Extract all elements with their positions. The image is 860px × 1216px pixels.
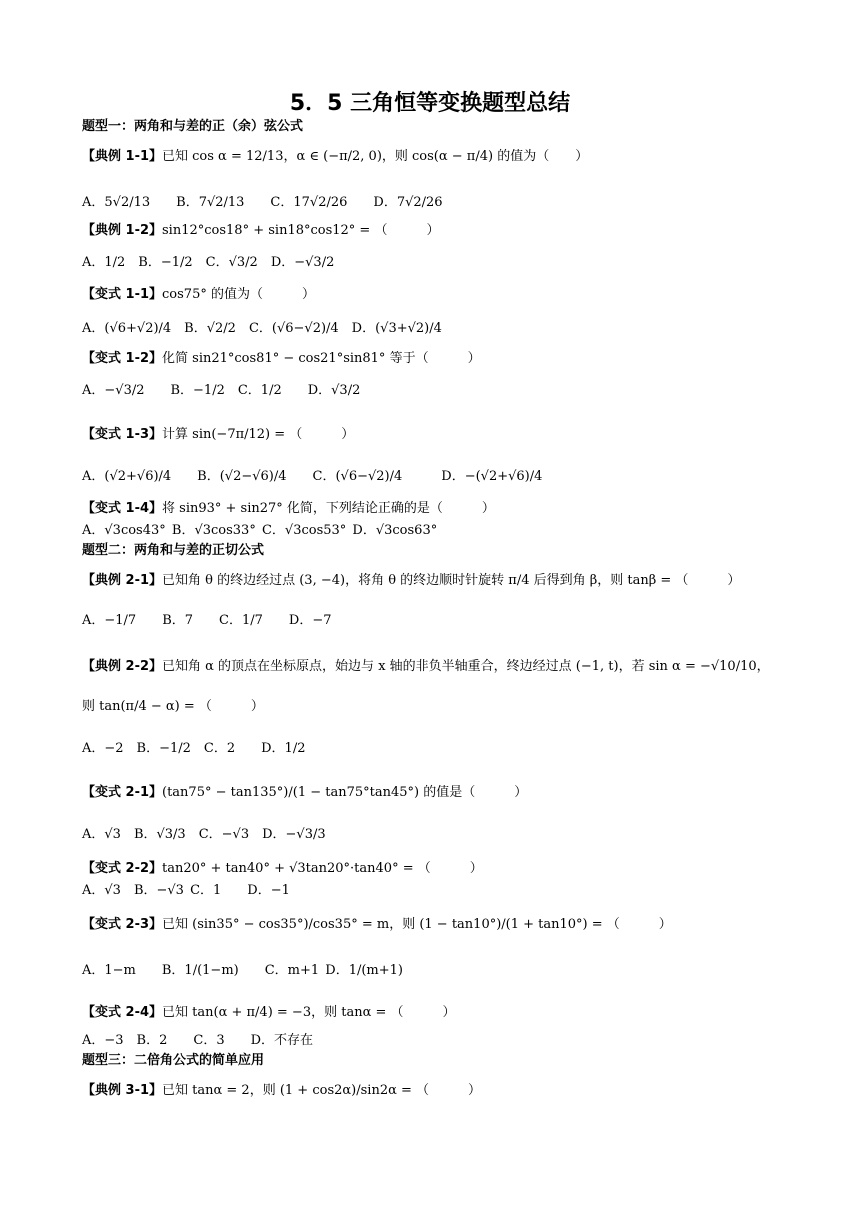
variant-2-4 [82,1004,456,1022]
question-2-1 [82,572,740,590]
question-tag: 【典例 2-2】 [82,659,163,674]
options-v1-2: A．−√3/2 B．−1/2 C．1/2 D．√3/2 [82,383,361,398]
section-heading-3: 题型三：二倍角公式的简单应用 [82,1053,265,1068]
options-v2-2: A．√3 B．−√3 C．1 D．−1 [82,883,290,898]
question-tag: 【典例 2-1】 [82,573,163,588]
variant-1-2 [82,350,481,368]
question-tag: 【典例 1-2】 [82,223,163,238]
question-text: sin12°cos18° + sin18°cos12° = （ ） [162,223,440,238]
question-tag: 【变式 2-2】 [82,861,163,876]
options-v1-3: A．(√2+√6)/4 B．(√2−√6)/4 C．(√6−√2)/4 D．−(√2+√6)/4 [82,469,543,484]
question-text: 已知 tan(α + π/4) = −3，则 tanα = （ ） [162,1005,456,1020]
options-v2-3: A．1−m B．1/(1−m) C．m+1 D．1/(m+1) [82,963,403,978]
question-text: 将 sin93° + sin27° 化简，下列结论正确的是（ ） [162,501,495,516]
variant-2-3 [82,916,672,934]
variant-2-1 [82,784,527,802]
question-tag: 【变式 2-1】 [82,785,163,800]
options-2-1: A．−1/7 B．7 C．1/7 D．−7 [82,613,332,628]
options-v1-1: A．(√6+√2)/4 B．√2/2 C．(√6−√2)/4 D．(√3+√2)/4 [82,321,442,336]
question-text: 化简 sin21°cos81° − cos21°sin81° 等于（ ） [162,351,481,366]
question-tag: 【典例 3-1】 [82,1083,163,1098]
section-heading-2: 题型二：两角和与差的正切公式 [82,543,265,558]
variant-1-3 [82,426,354,444]
question-3-1 [82,1082,481,1100]
question-tag: 【变式 1-2】 [82,351,163,366]
question-tag: 【变式 1-1】 [82,287,163,302]
question-text: 已知 (sin35° − cos35°)/cos35° = m，则 (1 − tan10°)/(1 + tan10°) = （ ） [162,917,672,932]
question-text: 已知角 θ 的终边经过点 (3, −4)，将角 θ 的终边顺时针旋转 π/4 后得到角 β，则 tanβ = （ ） [162,573,741,588]
options-1-2: A．1/2 B．−1/2 C．√3/2 D．−√3/2 [82,255,335,270]
question-text: 已知角 α 的顶点在坐标原点，始边与 x 轴的非负半轴重合，终边经过点 (−1, t)，若 sin α = −√10/10， [162,659,770,674]
question-tag: 【变式 2-3】 [82,917,163,932]
variant-1-4 [82,500,495,518]
question-1-1 [82,148,588,166]
question-tag: 【变式 2-4】 [82,1005,163,1020]
question-text: (tan75° − tan135°)/(1 − tan75°tan45°) 的值是（ ） [162,785,528,800]
question-tag: 【变式 1-4】 [82,501,163,516]
options-1-1: A．5√2/13 B．7√2/13 C．17√2/26 D．7√2/26 [82,195,443,210]
question-tag: 【变式 1-3】 [82,427,163,442]
question-text: tan20° + tan40° + √3tan20°·tan40° = （ ） [162,861,483,876]
question-text: 已知 cos α = 12/13，α ∈ (−π/2, 0)，则 cos(α − π/4) 的值为（ ） [162,149,589,164]
section-heading-1: 题型一：两角和与差的正（余）弦公式 [82,119,304,134]
variant-2-2 [82,860,483,878]
question-tag: 【典例 1-1】 [82,149,163,164]
options-v1-4: A．√3cos43° B．√3cos33° C．√3cos53° D．√3cos63° [82,523,438,538]
question-text: 已知 tanα = 2，则 (1 + cos2α)/sin2α = （ ） [162,1083,482,1098]
question-text: 计算 sin(−7π/12) = （ ） [162,427,355,442]
question-2-2 [82,658,770,676]
page-title: 5．5 三角恒等变换题型总结 [289,91,571,116]
variant-1-1 [82,286,315,304]
question-2-2-cont: 则 tan(π/4 − α) = （ ） [82,699,264,714]
question-1-2 [82,222,439,240]
options-v2-4: A．−3 B．2 C．3 D．不存在 [82,1033,314,1048]
question-text: cos75° 的值为（ ） [162,287,315,302]
options-2-2: A．−2 B．−1/2 C．2 D．1/2 [82,741,306,756]
options-v2-1: A．√3 B．√3/3 C．−√3 D．−√3/3 [82,827,326,842]
